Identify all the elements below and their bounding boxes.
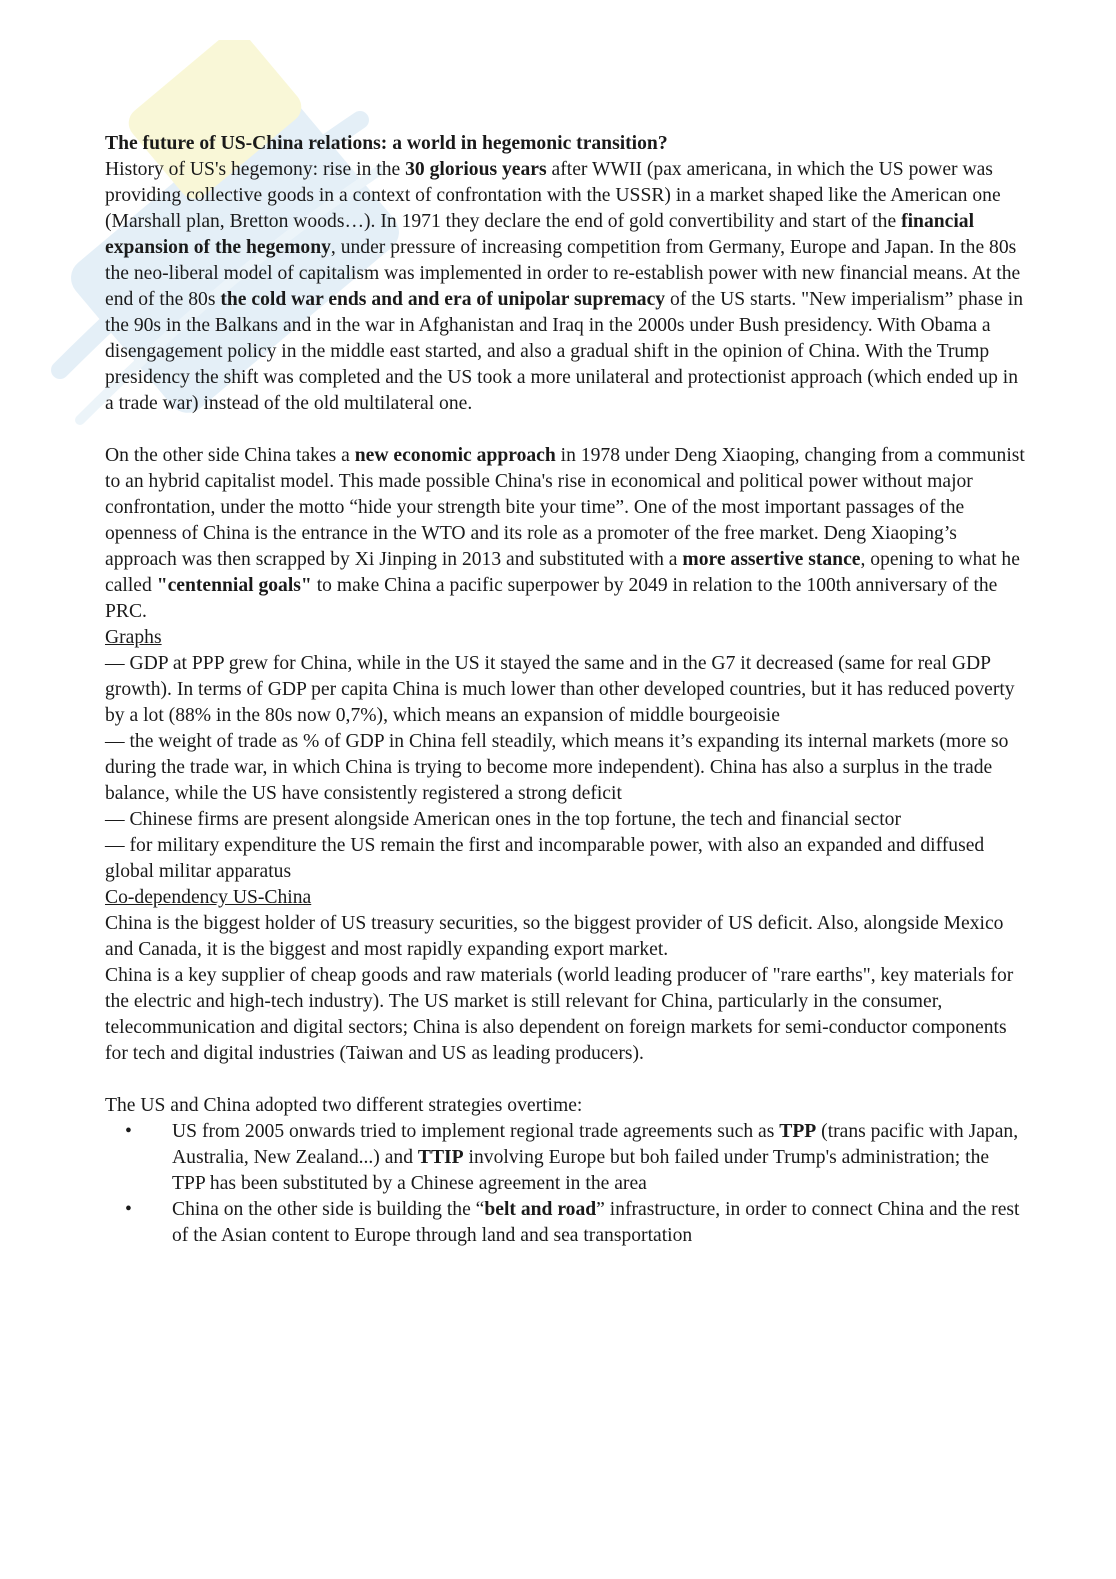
graphs-item: — the weight of trade as % of GDP in China fell steadily, which means it’s expanding its internal markets (more so during the trade war, in which China is trying to become more independent). China has also a surplus in the trade balance, while the US have consistently registered a strong deficit <box>105 731 1009 804</box>
bullet-icon: • <box>125 1199 132 1220</box>
paragraph-codependency: China is a key supplier of cheap goods and raw materials (world leading producer of "rare earths", key materials for the electric and high-tech industry). The US market is still relevant for China, particularly in the consumer, telecommunication and digital sectors; China is also dependent on foreign markets for semi-conductor components for tech and digital industries (Taiwan and US as leading producers). <box>105 965 1014 1064</box>
text-span: ” infrastructure, in order to connect China and the rest of the Asian content to Europe through land and sea transportation <box>172 1199 1020 1246</box>
document-title: The future of US-China relations: a world in hegemonic transition? <box>105 133 668 154</box>
bold-span: financial expansion of the hegemony <box>105 211 975 258</box>
bold-span: the cold war ends and and era of unipolar supremacy <box>220 289 666 310</box>
bold-span: TPP <box>779 1121 817 1142</box>
bold-span: TTIP <box>417 1147 464 1168</box>
strategies-intro: The US and China adopted two different strategies overtime: <box>105 1095 583 1116</box>
text-span: , under pressure of increasing competition from Germany, Europe and Japan. In the 80s the neo-liberal model of capitalism was implemented in order to re-establish power with new financial means. At the end of the 80s <box>105 237 1021 310</box>
graphs-item: — GDP at PPP grew for China, while in the US it stayed the same and in the G7 it decreased (same for real GDP growth). In terms of GDP per capita China is much lower than other developed countries, but it has reduced poverty by a lot (88% in the 80s now 0,7%), which means an expansion of middle bourgeoisie <box>105 653 1015 726</box>
paragraph-codependency: China is the biggest holder of US treasury securities, so the biggest provider of US deficit. Also, alongside Mexico and Canada, it is the biggest and most rapidly expanding export market. <box>105 913 1004 960</box>
bold-span: new economic approach <box>354 445 556 466</box>
list-item <box>105 1197 1025 1249</box>
paragraph-us-hegemony <box>105 157 1025 417</box>
text-span: On the other side China takes a <box>105 445 355 466</box>
document-body <box>105 131 1025 1249</box>
list-item <box>105 1119 1025 1197</box>
bold-span: 30 glorious years <box>405 159 547 180</box>
bold-span: more assertive stance <box>682 549 861 570</box>
bold-span: belt and road <box>484 1199 597 1220</box>
paragraph-china-approach <box>105 443 1025 625</box>
text-span: to make China a pacific superpower by 2049 in relation to the 100th anniversary of the PRC. <box>105 575 998 622</box>
text-span: US from 2005 onwards tried to implement regional trade agreements such as <box>172 1121 780 1142</box>
text-span: History of US's hegemony: rise in the <box>105 159 406 180</box>
paragraph-spacer <box>105 417 1025 443</box>
paragraph-spacer <box>105 1067 1025 1093</box>
graphs-item: — for military expenditure the US remain the first and incomparable power, with also an expanded and diffused global militar apparatus <box>105 835 985 882</box>
text-span: involving Europe but boh failed under Trump's administration; the TPP has been substituted by a Chinese agreement in the area <box>172 1147 990 1194</box>
text-span: in 1978 under Deng Xiaoping, changing from a communist to an hybrid capitalist model. This made possible China's rise in economical and political power without major confrontation, under the motto “hide your strength bite your time”. One of the most important passages of the openness of China is the entrance in the WTO and its role as a promoter of the free market. Deng Xiaoping’s approach was then scrapped by Xi Jinping in 2013 and substituted with a <box>105 445 1025 570</box>
text-span: , opening to what he called <box>105 549 1020 596</box>
bullet-icon: • <box>125 1121 132 1142</box>
text-span: of the US starts. "New imperialism” phase in the 90s in the Balkans and in the war in Afghanistan and Iraq in the 2000s under Bush presidency. With Obama a disengagement policy in the middle east started, and also a gradual shift in the opinion of China. With the Trump presidency the shift was completed and the US took a more unilateral and protectionist approach (which ended up in a trade war) instead of the old multilateral one. <box>105 289 1024 414</box>
text-span: (trans pacific with Japan, Australia, New Zealand...) and <box>172 1121 1019 1168</box>
strategies-list <box>105 1119 1025 1249</box>
codependency-heading: Co-dependency US-China <box>105 887 312 908</box>
text-span: China on the other side is building the “ <box>172 1199 485 1220</box>
graphs-heading: Graphs <box>105 627 162 648</box>
graphs-item: — Chinese firms are present alongside American ones in the top fortune, the tech and financial sector <box>105 809 902 830</box>
text-span: after WWII (pax americana, in which the US power was providing collective goods in a context of confrontation with the USSR) in a market shaped like the American one (Marshall plan, Bretton woods…). In 1971 they declare the end of gold convertibility and start of the <box>105 159 1001 232</box>
bold-span: "centennial goals" <box>156 575 312 596</box>
